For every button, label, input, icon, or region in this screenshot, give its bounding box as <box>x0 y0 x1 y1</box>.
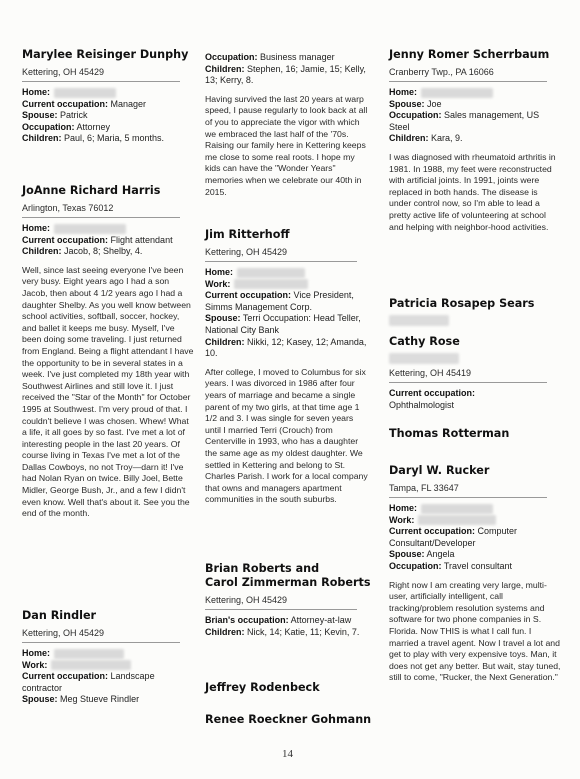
redacted-phone <box>418 515 496 525</box>
redacted-phone <box>54 88 116 98</box>
field-occupation: Current occupation: Computer Consultant/Developer <box>389 526 518 548</box>
divider <box>22 217 180 218</box>
person-name: JoAnne Richard Harris <box>22 184 161 197</box>
address-line: Kettering, OH 45429 <box>205 595 288 605</box>
divider <box>389 81 547 82</box>
field-occupation: Current occupation: Manager <box>22 98 147 109</box>
field-children: Children: Stephen, 16; Jamie, 15; Kelly, 13; Kerry, 8. <box>205 63 366 86</box>
bio-paragraph: Well, since last seeing everyone I've been very busy. Eight years ago I had a son Jacob, then about 4 1/2 years ago I had a daughter Shelby. As you well know between school activities, softball, soccer, hockey, and ballet it keeps me busy. Myself, I've been doing some traveling. I just returned from England. Being a flight attendant I have the opportunity to be in several states in a week. I've just completed my 18th year with Southwest Airlines and still love it. I just received the "Star of the Month" for October 1995 at Southwest. I'm very proud of that. I couldn't believe I was chosen. Whew! What a life, it all goes by so fast. I've met a lot of interesting people in the last 20 years. Of course living in Texas I've met a lot of the Dallas Cowboys, no not Troy—darn it! I've had Nolan Ryan on twice. Billy Joel, Bette Midler, George Bush, Jr., and a few I didn't even know. Well that's about it. See you the end of the month. <box>22 264 194 519</box>
bio-paragraph: Having survived the last 20 years at warp speed, I pause regularly to look back at all of you to appreciate the vigor with which we embraced the last half of the '70s. Raising our family here in Kettering keeps me close to some real roots. I hope my kids can have the "Wonder Years" memories when we celebrate our 40th in 2015. <box>205 93 368 197</box>
field-children: Children: Paul, 6; Maria, 5 months. <box>22 133 165 144</box>
entry-rindler <box>22 609 194 706</box>
entry-roberts <box>205 562 370 638</box>
entry-rotterman <box>389 427 561 445</box>
field-children: Children: Nikki, 12; Kasey, 12; Amanda, 10. <box>205 336 367 359</box>
redacted-phone <box>51 660 131 670</box>
field-children: Children: Nick, 14; Katie, 11; Kevin, 7. <box>205 626 360 637</box>
redacted-phone <box>421 504 493 514</box>
divider <box>22 81 180 82</box>
person-name: Jeffrey Rodenbeck <box>205 681 320 694</box>
field-spouse: Spouse: Angela <box>389 549 455 560</box>
field-occupation: Current occupation: Landscape contractor <box>22 671 155 693</box>
person-name: Marylee Reisinger Dunphy <box>22 48 189 61</box>
redacted-phone <box>54 649 124 659</box>
person-name: Jenny Romer Scherrbaum <box>389 48 550 61</box>
entry-rodenbeck <box>205 681 370 699</box>
field-spouse: Spouse: Patrick <box>22 110 88 121</box>
redacted-phone <box>237 268 305 278</box>
person-name: Brian Roberts and Carol Zimmerman Roberts <box>205 562 371 589</box>
field-occupation: Occupation: Business manager <box>205 52 335 62</box>
bio-paragraph: Right now I am creating very large, multi-user, artificially intelligent, call tracking/problem resolution systems and software for two phone companies in S. Florida. Now THIS is what I call fun. I married a travel agent. Now I travel a lot and get to play with very expensive toys. Man, it does not get any better. But wait, stay tuned, still to come, "Rucker, the Next Generation." <box>389 579 561 683</box>
address-line: Arlington, Texas 76012 <box>22 203 114 213</box>
divider <box>205 261 357 262</box>
field-spouse: Spouse: Terri Occupation: Head Teller, National City Bank <box>205 313 361 335</box>
field-home: Home: <box>22 223 194 235</box>
address-line: Kettering, OH 45429 <box>22 628 105 638</box>
field-children: Children: Jacob, 8; Shelby, 4. <box>22 246 143 257</box>
divider <box>389 382 547 383</box>
divider <box>205 609 357 610</box>
address-line: Kettering, OH 45419 <box>389 368 472 378</box>
entry-sears <box>389 297 561 329</box>
entry-gohmann <box>205 713 370 731</box>
person-name: Patricia Rosapep Sears <box>389 297 535 310</box>
redacted-phone <box>421 88 493 98</box>
entry-rose <box>389 335 561 411</box>
entry-rucker <box>389 464 561 684</box>
address-line: Cranberry Twp., PA 16066 <box>389 67 494 77</box>
field-work: Work: <box>389 515 561 527</box>
person-name: Renee Roeckner Gohmann <box>205 713 372 726</box>
field-work: Work: <box>22 660 194 672</box>
redacted-address <box>389 353 459 364</box>
entry-harris <box>22 184 194 520</box>
bio-paragraph: After college, I moved to Columbus for six years. I was divorced in 1986 after four years of marriage and became a single parent of my two girls, at that time age 1 1/2 and 3. I was single for seven years until I married Terri (Crouch) from Centerville in 1993, who has a daughter the same age as my oldest daughter. We settled in Kettering and belong to St. Charles Parish. I work for a local company that owns and managers apartment communities in the south suburbs. <box>205 366 368 505</box>
field-home: Home: <box>205 267 370 279</box>
field-spouse-occupation: Occupation: Sales management, US Steel <box>389 110 540 132</box>
entry-continued <box>205 52 370 198</box>
address-line: Tampa, FL 33647 <box>389 483 459 493</box>
entry-scherrbaum <box>389 48 561 233</box>
person-name: Daryl W. Rucker <box>389 464 490 477</box>
field-home: Home: <box>22 648 194 660</box>
redacted-phone <box>234 279 308 289</box>
page-number: 14 <box>282 748 293 760</box>
person-name: Thomas Rotterman <box>389 427 510 440</box>
field-work: Work: <box>205 279 370 291</box>
field-occupation: Brian's occupation: Attorney-at-law <box>205 615 352 625</box>
divider <box>389 497 547 498</box>
field-home: Home: <box>389 503 561 515</box>
field-occupation: Current occupation: Ophthalmologist <box>389 388 476 410</box>
field-spouse-occupation: Occupation: Travel consultant <box>389 560 513 571</box>
entry-ritterhoff <box>205 228 370 506</box>
field-children: Children: Kara, 9. <box>389 133 463 144</box>
field-home: Home: <box>22 87 194 99</box>
field-spouse: Spouse: Joe <box>389 98 442 109</box>
person-name: Jim Ritterhoff <box>205 228 290 241</box>
bio-paragraph: I was diagnosed with rheumatoid arthritis in 1981. In 1988, my feet were reconstructed with artificial joints. In 1991, joints were replaced in both hands. The disease is under control now, so I'm able to lead a pretty active life of volunteering at school and helping with neighbor-hood activities. <box>389 151 556 232</box>
person-name: Dan Rindler <box>22 609 97 622</box>
entry-dunphy <box>22 48 194 145</box>
address-line: Kettering, OH 45429 <box>22 67 105 77</box>
field-spouse-occupation: Occupation: Attorney <box>22 121 111 132</box>
person-name: Cathy Rose <box>389 335 460 348</box>
field-spouse: Spouse: Meg Stueve Rindler <box>22 694 140 705</box>
field-occupation: Current occupation: Flight attendant <box>22 234 173 245</box>
field-occupation: Current occupation: Vice President, Simms Management Corp. <box>205 290 354 312</box>
field-home: Home: <box>389 87 561 99</box>
redacted-address <box>389 315 449 326</box>
address-line: Kettering, OH 45429 <box>205 247 288 257</box>
divider <box>22 642 180 643</box>
redacted-phone <box>54 224 126 234</box>
